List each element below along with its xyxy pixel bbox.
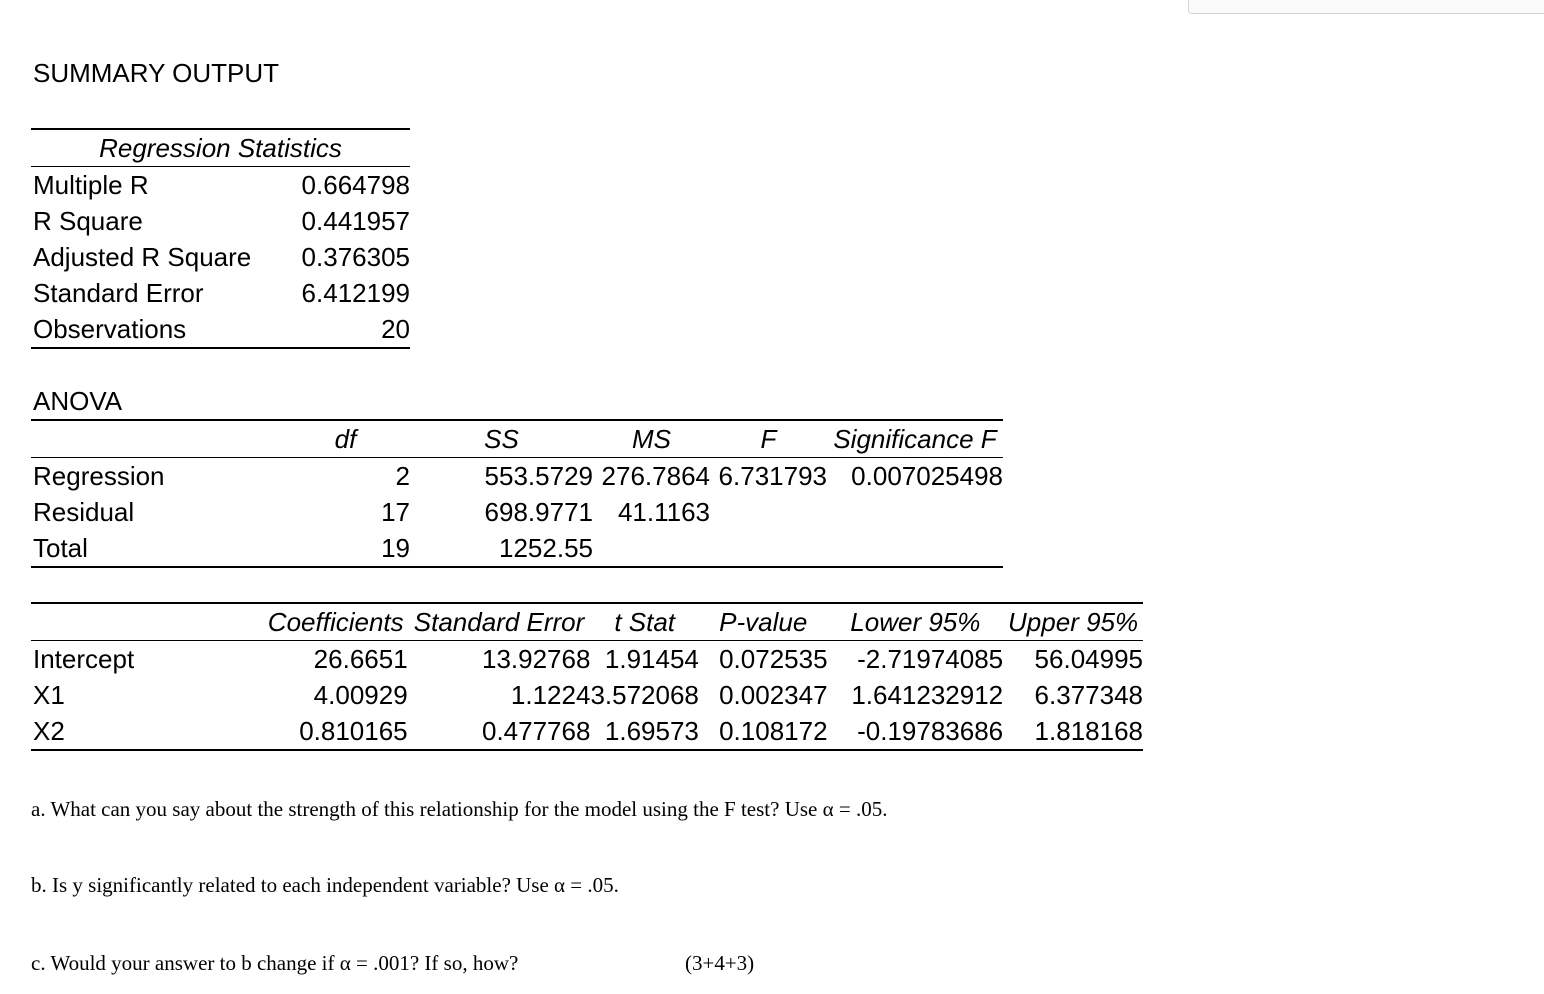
regression-statistics-table bbox=[31, 128, 410, 349]
anova-f: 6.731793 bbox=[718, 461, 827, 491]
summary-output-title: SUMMARY OUTPUT bbox=[33, 58, 280, 88]
stat-label: R Square bbox=[33, 206, 143, 236]
regression-statistics-header-row bbox=[31, 129, 410, 167]
coefficients-table bbox=[31, 602, 1143, 751]
anova-ms: 41.1163 bbox=[617, 497, 710, 527]
table-row bbox=[31, 203, 410, 239]
stat-value: 20 bbox=[261, 311, 410, 348]
coef-p-value: 0.002347 bbox=[719, 680, 828, 710]
anova-header-df: df bbox=[281, 420, 410, 458]
table-row bbox=[31, 530, 1003, 567]
table-row bbox=[31, 494, 1003, 530]
points-note: (3+4+3) bbox=[685, 951, 755, 975]
table-row bbox=[31, 677, 1143, 713]
coef-standard-error: 1.1224 bbox=[510, 680, 591, 710]
anova-significance-f bbox=[827, 530, 1003, 567]
coef-value: 4.00929 bbox=[313, 680, 408, 710]
coef-row-label: X2 bbox=[31, 713, 264, 750]
question-a: a. What can you say about the strength of this relationship for the model using the F test? Use α = .05. bbox=[31, 797, 888, 821]
coef-row-label: Intercept bbox=[33, 644, 135, 674]
anova-ss: 698.9771 bbox=[484, 497, 593, 527]
anova-significance-f: 0.007025498 bbox=[851, 461, 1003, 491]
coef-t-stat: 1.91454 bbox=[604, 644, 699, 674]
table-row bbox=[31, 167, 410, 204]
anova-row-label: Residual bbox=[33, 497, 135, 527]
anova-label: ANOVA bbox=[33, 386, 123, 416]
coef-upper-95: 6.377348 bbox=[1034, 680, 1143, 710]
coef-header-upper-95: Upper 95% bbox=[1003, 603, 1143, 641]
table-row bbox=[31, 713, 1143, 750]
anova-header-f: F bbox=[710, 420, 827, 458]
stat-label: Multiple R bbox=[33, 170, 149, 200]
coef-row-label: X1 bbox=[33, 680, 65, 710]
coef-lower-95: 1.641232912 bbox=[851, 680, 1004, 710]
coef-p-value: 0.072535 bbox=[719, 644, 828, 674]
coef-lower-95: -0.19783686 bbox=[828, 713, 1004, 750]
anova-header-ss: SS bbox=[410, 420, 593, 458]
table-row bbox=[31, 239, 410, 275]
anova-ms bbox=[593, 530, 710, 567]
anova-df: 2 bbox=[395, 461, 410, 491]
anova-df: 19 bbox=[281, 530, 410, 567]
table-row bbox=[31, 458, 1003, 495]
anova-table bbox=[31, 419, 1003, 568]
coef-p-value: 0.108172 bbox=[699, 713, 828, 750]
anova-df: 17 bbox=[381, 497, 410, 527]
regression-statistics-header: Regression Statistics bbox=[31, 129, 410, 167]
coef-lower-95: -2.71974085 bbox=[857, 644, 1004, 674]
anova-f bbox=[710, 530, 827, 567]
table-row bbox=[31, 641, 1143, 678]
stat-value: 6.412199 bbox=[301, 278, 410, 308]
anova-ss: 553.5729 bbox=[484, 461, 593, 491]
anova-significance-f bbox=[827, 494, 1003, 530]
coef-header-standard-error: Standard Error bbox=[408, 603, 591, 641]
coef-upper-95: 56.04995 bbox=[1034, 644, 1143, 674]
coef-t-stat: 3.572068 bbox=[590, 680, 699, 710]
anova-header-blank bbox=[31, 420, 281, 458]
coef-standard-error: 0.477768 bbox=[408, 713, 591, 750]
anova-header-row bbox=[31, 420, 1003, 458]
coef-upper-95: 1.818168 bbox=[1003, 713, 1143, 750]
anova-header-ms: MS bbox=[593, 420, 710, 458]
question-b: b. Is y significantly related to each independent variable? Use α = .05. bbox=[31, 873, 619, 897]
corner-panel bbox=[1188, 0, 1544, 14]
coef-header-coefficients: Coefficients bbox=[264, 603, 408, 641]
coef-header-p-value: P-value bbox=[699, 603, 828, 641]
coef-header-t-stat: t Stat bbox=[590, 603, 698, 641]
anova-f bbox=[710, 494, 827, 530]
coef-value: 26.6651 bbox=[313, 644, 408, 674]
anova-ms: 276.7864 bbox=[601, 461, 710, 491]
anova-row-label: Regression bbox=[33, 461, 165, 491]
table-row bbox=[31, 275, 410, 311]
coef-header-blank bbox=[31, 603, 264, 641]
coef-value: 0.810165 bbox=[264, 713, 408, 750]
anova-header-significance-f: Significance F bbox=[827, 420, 1003, 458]
stat-label: Adjusted R Square bbox=[33, 242, 252, 272]
anova-ss: 1252.55 bbox=[410, 530, 593, 567]
coef-header-lower-95: Lower 95% bbox=[828, 603, 1004, 641]
anova-row-label: Total bbox=[31, 530, 281, 567]
stat-value: 0.664798 bbox=[301, 170, 410, 200]
stat-label: Observations bbox=[31, 311, 261, 348]
table-row bbox=[31, 311, 410, 348]
question-c: c. Would your answer to b change if α = .001? If so, how? bbox=[31, 951, 519, 975]
stat-label: Standard Error bbox=[33, 278, 204, 308]
stat-value: 0.376305 bbox=[301, 242, 410, 272]
coef-standard-error: 13.92768 bbox=[481, 644, 591, 674]
coef-t-stat: 1.69573 bbox=[590, 713, 698, 750]
coefficients-header-row bbox=[31, 603, 1143, 641]
stat-value: 0.441957 bbox=[301, 206, 410, 236]
